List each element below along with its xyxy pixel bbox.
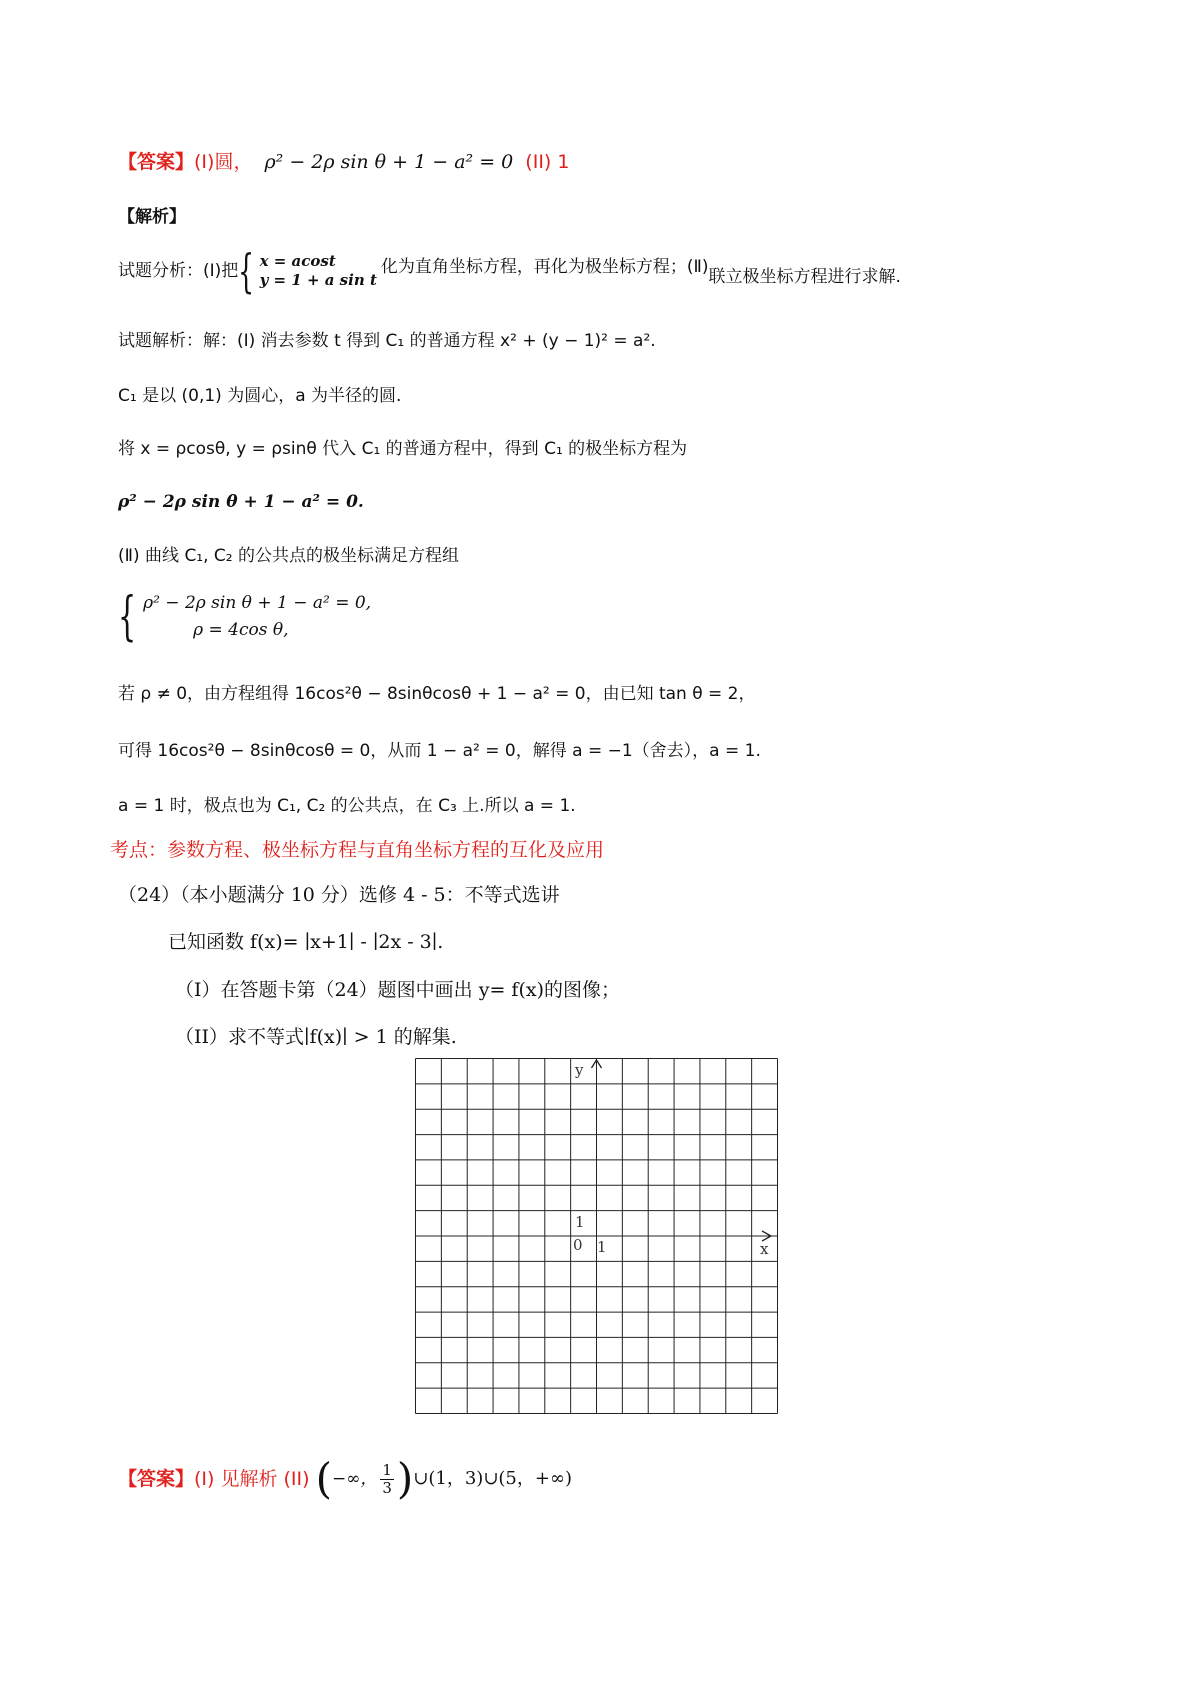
- analysis-line: [118, 244, 901, 298]
- origin-label: 0: [573, 1236, 583, 1254]
- analysis-suffix: 联立极坐标方程进行求解.: [708, 266, 901, 287]
- analysis-middle: 化为直角坐标方程，再化为极坐标方程；(Ⅱ): [380, 256, 709, 277]
- unit-y-label: 1: [575, 1213, 585, 1231]
- problem-24-title: （24）（本小题满分 10 分）选修 4 - 5：不等式选讲: [118, 884, 560, 906]
- coordinate-grid: [415, 1058, 778, 1414]
- close-paren: ): [396, 1454, 414, 1503]
- answer-2-line: [118, 1454, 572, 1503]
- left-brace: {: [118, 587, 137, 648]
- neg-inf: −∞，: [331, 1468, 378, 1489]
- problem-24-part1: （I）在答题卡第（24）题图中画出 y= f(x)的图像；: [175, 979, 620, 1001]
- y-axis-label: y: [575, 1061, 584, 1079]
- answer-part2: (II) 1: [525, 151, 570, 173]
- solution-line-1: 试题解析：解：(Ⅰ) 消去参数 t 得到 C₁ 的普通方程 x² + (y − 1)² = a².: [118, 331, 656, 351]
- solution-line-6: 若 ρ ≠ 0，由方程组得 16cos²θ − 8sinθcosθ + 1 − a² = 0，由已知 tan θ = 2，: [118, 684, 756, 704]
- solution-line-4: ρ² − 2ρ sin θ + 1 − a² = 0.: [118, 492, 364, 512]
- fraction-one-third: [380, 1462, 394, 1496]
- solution-line-8: a = 1 时，极点也为 C₁, C₂ 的公共点，在 C₃ 上.所以 a = 1.: [118, 796, 576, 816]
- system-line-1: x = acost: [259, 252, 336, 271]
- analysis-prefix: 试题分析：(Ⅰ)把: [118, 260, 239, 281]
- kaodian: 考点：参数方程、极坐标方程与直角坐标方程的互化及应用: [110, 839, 605, 861]
- answer-1-line: [118, 150, 569, 175]
- answer-2-part: (I) 见解析 (II): [194, 1467, 310, 1490]
- grid-lines: [415, 1058, 778, 1414]
- solution-line-5: (Ⅱ) 曲线 C₁, C₂ 的公共点的极坐标满足方程组: [118, 546, 460, 566]
- open-paren: (: [315, 1454, 332, 1503]
- answer-2-rest: ∪(1，3)∪(5，+∞): [413, 1468, 572, 1490]
- fraction-denominator: 3: [382, 1478, 392, 1497]
- polar-system: [118, 587, 372, 648]
- fraction-numerator: 1: [382, 1461, 392, 1479]
- solution-line-2: C₁ 是以 (0,1) 为圆心，a 为半径的圆.: [118, 386, 402, 406]
- system-line-2: y = 1 + a sin t: [259, 271, 377, 289]
- polar-system-line-1: ρ² − 2ρ sin θ + 1 − a² = 0,: [143, 593, 372, 613]
- problem-24-part2: （II）求不等式∣f(x)∣ > 1 的解集.: [175, 1026, 457, 1048]
- answer-part1: (I)圆，: [194, 151, 253, 173]
- polar-system-line-2: ρ = 4cos θ,: [193, 620, 289, 641]
- answer-tag: 【答案】: [118, 151, 195, 173]
- unit-x-label: 1: [597, 1238, 607, 1256]
- x-axis-label: x: [760, 1240, 769, 1258]
- parametric-system: [238, 244, 377, 298]
- answer-formula: ρ² − 2ρ sin θ + 1 − a² = 0: [264, 151, 514, 173]
- solution-line-3: 将 x = ρcosθ, y = ρsinθ 代入 C₁ 的普通方程中，得到 C₁ 的极坐标方程为: [118, 439, 688, 459]
- answer-2-tag: 【答案】: [118, 1467, 195, 1490]
- problem-24-given: 已知函数 f(x)= ∣x+1∣ - ∣2x - 3∣.: [168, 931, 444, 953]
- analysis-heading: 【解析】: [118, 207, 186, 227]
- solution-line-7: 可得 16cos²θ − 8sinθcosθ = 0，从而 1 − a² = 0，解得 a = −1（舍去），a = 1.: [118, 741, 761, 761]
- left-brace: {: [238, 244, 255, 298]
